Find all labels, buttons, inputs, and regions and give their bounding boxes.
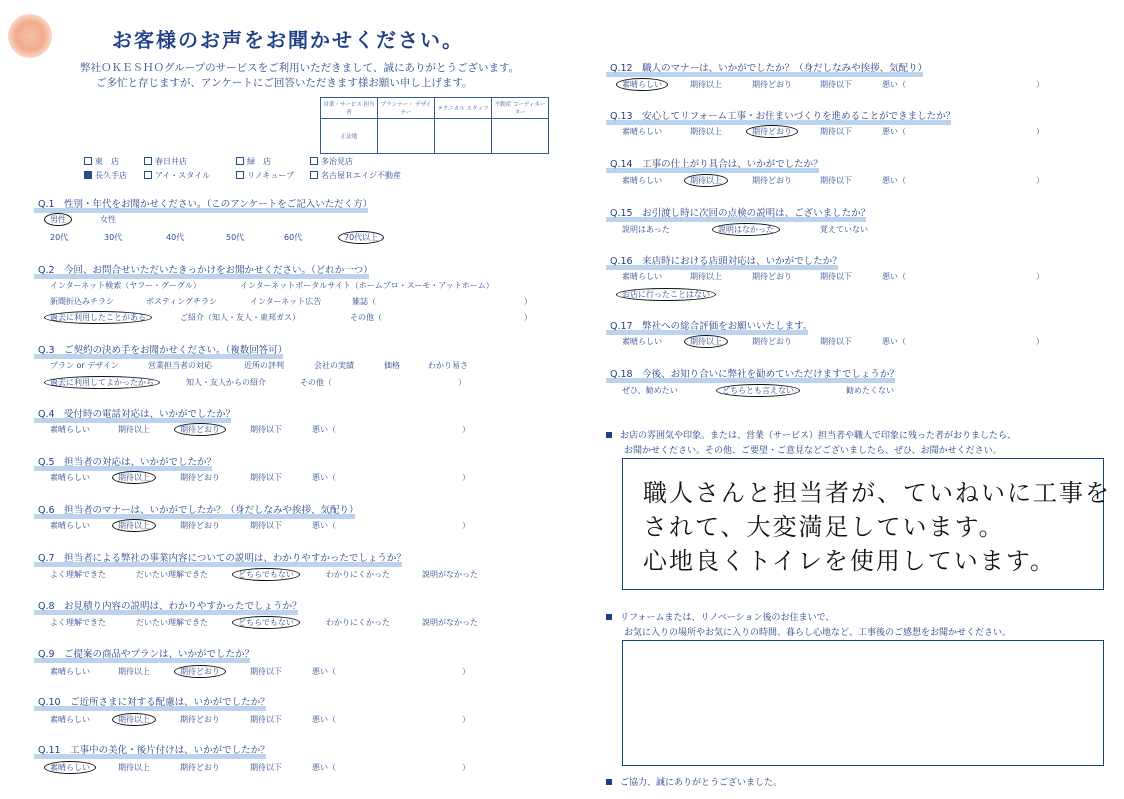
question-5: Q.5 担当者の対応は、いかがでしたか？ xyxy=(38,454,216,468)
q2-option-selected[interactable]: 過去に利用したことがある xyxy=(50,312,146,323)
store-option-checked[interactable]: 長久手店 xyxy=(84,170,127,181)
comment-2-box[interactable] xyxy=(622,640,1104,766)
q10-option-selected[interactable]: 期待以上 xyxy=(118,714,150,725)
q12-option-selected[interactable]: 素晴らしい xyxy=(622,79,662,90)
q14-option-selected[interactable]: 期待以上 xyxy=(690,175,722,186)
question-15: Q.15 お引渡し時に次回の点検の説明は、ございましたか？ xyxy=(610,205,870,219)
q2-option[interactable]: インターネットポータルサイト（ホームプロ・スーモ・アットホーム） xyxy=(240,281,494,290)
q1-age-option[interactable]: 30代 xyxy=(104,233,123,242)
q11-option[interactable]: 悪い（ xyxy=(312,763,336,772)
q1-age-option[interactable]: 50代 xyxy=(226,233,245,242)
q9-option[interactable]: 素晴らしい xyxy=(50,667,90,676)
q14-option[interactable]: 素晴らしい xyxy=(622,176,662,185)
store-option[interactable]: 多治見店 xyxy=(310,156,353,167)
checkbox-icon[interactable] xyxy=(236,171,244,179)
q3-option[interactable]: プラン or デザイン xyxy=(50,361,119,370)
staff-sales-name[interactable]: 正法地 xyxy=(321,119,378,154)
company-seal xyxy=(8,14,52,58)
comment-2-label: リフォームまたは、リノベーション後のお住まいで、 xyxy=(606,610,834,623)
q2-option[interactable]: インターネット広告 xyxy=(250,297,322,306)
q8-option[interactable]: よく理解できた xyxy=(50,618,106,627)
q9-option[interactable]: 期待以下 xyxy=(250,667,282,676)
question-12: Q.12 職人のマナーは、いかがでしたか？（身だしなみや挨拶、気配り） xyxy=(610,60,927,74)
q5-option[interactable]: 期待以下 xyxy=(250,473,282,482)
store-option[interactable]: リノキューブ xyxy=(236,170,294,181)
q3-option[interactable]: 価格 xyxy=(384,361,400,370)
checked-checkbox-icon[interactable] xyxy=(84,171,92,179)
q5-option-selected[interactable]: 期待以上 xyxy=(118,472,150,483)
square-bullet-icon xyxy=(606,779,612,785)
q12-option[interactable]: 期待どおり xyxy=(752,80,792,89)
q7-option[interactable]: よく理解できた xyxy=(50,570,106,579)
q17-option[interactable]: 素晴らしい xyxy=(622,337,662,346)
q3-option[interactable]: 近所の評判 xyxy=(244,361,284,370)
q8-option[interactable]: わかりにくかった xyxy=(326,618,390,627)
q10-option[interactable]: 期待以下 xyxy=(250,715,282,724)
q6-option[interactable]: 期待どおり xyxy=(180,521,220,530)
q3-option[interactable]: 会社の実績 xyxy=(314,361,354,370)
staff-technical-name[interactable] xyxy=(435,119,492,154)
question-16: Q.16 来店時における店頭対応は、いかがでしたか？ xyxy=(610,253,842,267)
q1-age-option[interactable]: 20代 xyxy=(50,233,69,242)
question-13: Q.13 安心してリフォーム工事・お住まいづくりを進めることができましたか？ xyxy=(610,108,955,122)
comment-2-label-2: お気に入りの場所やお気に入りの時間、暮らし心地など、工事後のご感想をお聞かせください。 xyxy=(624,628,1012,638)
comment-1-label: お店の雰囲気や印象。または、営業（サービス）担当者や職人で印象に残った者がおりましたら、 xyxy=(606,428,1016,441)
staff-header-planner: プランナー・ デザイナー xyxy=(378,98,435,119)
q8-option[interactable]: だいたい理解できた xyxy=(136,618,208,627)
q5-option[interactable]: 期待どおり xyxy=(180,473,220,482)
intro-line-1: 弊社ＯＫＥＳＨＯグループのサービスをご利用いただきまして、誠にありがとうございます。 xyxy=(80,62,520,74)
q11-option[interactable]: 期待以上 xyxy=(118,763,150,772)
q17-option[interactable]: 悪い（ xyxy=(882,337,906,346)
question-4: Q.4 受付時の電話対応は、いかがでしたか？ xyxy=(38,406,235,420)
question-1: Q.1 性別・年代をお聞かせください。（このアンケートをご記入いただく方） xyxy=(38,196,372,210)
q18-option[interactable]: 勧めたくない xyxy=(846,386,894,395)
q18-option[interactable]: ぜひ、勧めたい xyxy=(622,386,678,395)
question-6: Q.6 担当者のマナーは、いかがでしたか？（身だしなみや挨拶、気配り） xyxy=(38,502,359,516)
q5-option[interactable]: 悪い（ xyxy=(312,473,336,482)
comment-1-line-1: 職人さんと担当者が、ていねいに工事を xyxy=(643,479,1111,507)
q12-option[interactable]: 悪い（ xyxy=(882,80,906,89)
q12-option[interactable]: 期待以上 xyxy=(690,80,722,89)
q11-option[interactable]: 期待どおり xyxy=(180,763,220,772)
q7-option[interactable]: 説明がなかった xyxy=(422,570,478,579)
checkbox-icon[interactable] xyxy=(236,157,244,165)
question-10: Q.10 ご近所さまに対する配慮は、いかがでしたか？ xyxy=(38,694,270,708)
q13-option[interactable]: 期待以上 xyxy=(690,127,722,136)
q17-option[interactable]: 期待どおり xyxy=(752,337,792,346)
store-option[interactable]: 緑 店 xyxy=(236,156,271,167)
q6-option[interactable]: 期待以下 xyxy=(250,521,282,530)
q1-option-male[interactable]: 男性 xyxy=(50,214,66,225)
q14-option[interactable]: 期待以下 xyxy=(820,176,852,185)
q3-option-selected[interactable]: 過去に利用してよかったから xyxy=(50,377,154,388)
q2-option[interactable]: ご紹介（知人・友人・東邦ガス） xyxy=(180,313,300,322)
page-title: お客様のお声をお聞かせください。 xyxy=(112,28,464,52)
store-option[interactable]: 名古屋Ｒエイジ不動産 xyxy=(310,170,401,181)
q11-option[interactable]: 期待以下 xyxy=(250,763,282,772)
question-7: Q.7 担当者による弊社の事業内容についての説明は、わかりやすかったでしょうか？ xyxy=(38,550,406,564)
question-17: Q.17 弊社への総合評価をお願いいたします。 xyxy=(610,318,812,332)
q6-option-selected[interactable]: 期待以上 xyxy=(118,520,150,531)
q15-option-selected[interactable]: 説明はなかった xyxy=(718,224,774,235)
square-bullet-icon xyxy=(606,432,612,438)
question-11: Q.11 工事中の美化・後片付けは、いかがでしたか？ xyxy=(38,742,270,756)
q4-option[interactable]: 期待以下 xyxy=(250,425,282,434)
q4-option-selected[interactable]: 期待どおり xyxy=(180,424,220,435)
q18-option-selected[interactable]: どちらとも言えない xyxy=(722,385,794,396)
q14-option[interactable]: 悪い（ xyxy=(882,176,906,185)
square-bullet-icon xyxy=(606,614,612,620)
checkbox-icon[interactable] xyxy=(84,157,92,165)
footer-thanks: ご協力、誠にありがとうございました。 xyxy=(606,775,782,788)
q7-option[interactable]: だいたい理解できた xyxy=(136,570,208,579)
comment-1-label-2: お聞かせください。その他、ご要望・ご意見などございましたら、ぜひ、お聞かせください。 xyxy=(624,446,1002,456)
q8-option[interactable]: 説明がなかった xyxy=(422,618,478,627)
staff-planner-name[interactable] xyxy=(378,119,435,154)
question-2: Q.2 今回、お問合せいただいたきっかけをお聞かせください。（どれか一つ） xyxy=(38,262,373,276)
q9-option[interactable]: 悪い（ xyxy=(312,667,336,676)
checkbox-icon[interactable] xyxy=(310,171,318,179)
q1-option-female[interactable]: 女性 xyxy=(100,215,116,224)
question-9: Q.9 ご提案の商品やプランは、いかがでしたか？ xyxy=(38,646,254,660)
store-option[interactable]: 春日井店 xyxy=(144,156,187,167)
q13-option-selected[interactable]: 期待どおり xyxy=(752,126,792,137)
q3-option[interactable]: 営業担当者の対応 xyxy=(148,361,212,370)
q16-option-selected[interactable]: お店に行ったことはない xyxy=(622,289,710,300)
q7-option-selected[interactable]: どちらでもない xyxy=(238,569,294,580)
question-3: Q.3 ご契約の決め手をお聞かせください。（複数回答可） xyxy=(38,342,287,356)
q1-age-option[interactable]: 60代 xyxy=(284,233,303,242)
q14-option[interactable]: 期待どおり xyxy=(752,176,792,185)
q15-option[interactable]: 覚えていない xyxy=(820,225,868,234)
q3-option[interactable]: わかり易さ xyxy=(428,361,468,370)
staff-header-realestate: 不動産 コーディネーター xyxy=(492,98,549,119)
q1-age-option[interactable]: 40代 xyxy=(166,233,185,242)
q13-option[interactable]: 素晴らしい xyxy=(622,127,662,136)
q4-option[interactable]: 素晴らしい xyxy=(50,425,90,434)
q13-option[interactable]: 期待以下 xyxy=(820,127,852,136)
q2-option[interactable]: 新聞折込みチラシ xyxy=(50,297,114,306)
q10-option[interactable]: 素晴らしい xyxy=(50,715,90,724)
q16-option[interactable]: 期待以下 xyxy=(820,272,852,281)
question-8: Q.8 お見積り内容の説明は、わかりやすかったでしょうか？ xyxy=(38,598,302,612)
q4-option[interactable]: 期待以上 xyxy=(118,425,150,434)
staff-header-technical: テクニカル スタッフ xyxy=(435,98,492,119)
q1-age-option-selected[interactable]: 70代以上 xyxy=(344,232,378,243)
q2-option[interactable]: ポスティングチラシ xyxy=(146,297,218,306)
q10-option[interactable]: 期待どおり xyxy=(180,715,220,724)
comment-1-box[interactable] xyxy=(622,458,1111,590)
q17-option-selected[interactable]: 期待以上 xyxy=(690,336,722,347)
q10-option[interactable]: 悪い（ xyxy=(312,715,336,724)
q16-option[interactable]: 悪い（ xyxy=(882,272,906,281)
intro-line-2: ご多忙と存じますが、アンケートにご回答いただきます様お願い申し上げます。 xyxy=(96,77,473,89)
q6-option[interactable]: 素晴らしい xyxy=(50,521,90,530)
question-14: Q.14 工事の仕上がり具合は、いかがでしたか？ xyxy=(610,156,823,170)
q5-option[interactable]: 素晴らしい xyxy=(50,473,90,482)
q3-option[interactable]: その他（ xyxy=(300,378,332,387)
q17-option[interactable]: 期待以下 xyxy=(820,337,852,346)
q16-option[interactable]: 期待どおり xyxy=(752,272,792,281)
q2-option[interactable]: 雑誌（ xyxy=(352,297,376,306)
store-option[interactable]: アイ・スタイル xyxy=(144,170,210,181)
staff-header-sales: 営業・サービス 担当者 xyxy=(321,98,378,119)
q3-option[interactable]: 知人・友人からの紹介 xyxy=(186,378,266,387)
q11-option-selected[interactable]: 素晴らしい xyxy=(50,762,90,773)
q9-option-selected[interactable]: 期待どおり xyxy=(180,666,220,677)
staff-realestate-name[interactable] xyxy=(492,119,549,154)
q12-option[interactable]: 期待以下 xyxy=(820,80,852,89)
question-18: Q.18 今後、お知り合いに弊社を勧めていただけますでしょうか？ xyxy=(610,366,899,380)
staff-table xyxy=(320,97,549,154)
comment-1-line-3: 心地良くトイレを使用しています。 xyxy=(643,547,1056,575)
q8-option-selected[interactable]: どちらでもない xyxy=(238,617,294,628)
q9-option[interactable]: 期待以上 xyxy=(118,667,150,676)
q13-option[interactable]: 悪い（ xyxy=(882,127,906,136)
q15-option[interactable]: 説明はあった xyxy=(622,225,670,234)
comment-1-line-2: されて、大変満足しています。 xyxy=(643,513,1005,541)
q7-option[interactable]: わかりにくかった xyxy=(326,570,390,579)
q2-option[interactable]: インターネット検索（ヤフー・グーグル） xyxy=(50,281,201,290)
checkbox-icon[interactable] xyxy=(310,157,318,165)
q16-option[interactable]: 素晴らしい xyxy=(622,272,662,281)
store-option[interactable]: 東 店 xyxy=(84,156,119,167)
q6-option[interactable]: 悪い（ xyxy=(312,521,336,530)
checkbox-icon[interactable] xyxy=(144,157,152,165)
q2-option[interactable]: その他（ xyxy=(350,313,382,322)
q4-option[interactable]: 悪い（ xyxy=(312,425,336,434)
q16-option[interactable]: 期待以上 xyxy=(690,272,722,281)
checkbox-icon[interactable] xyxy=(144,171,152,179)
